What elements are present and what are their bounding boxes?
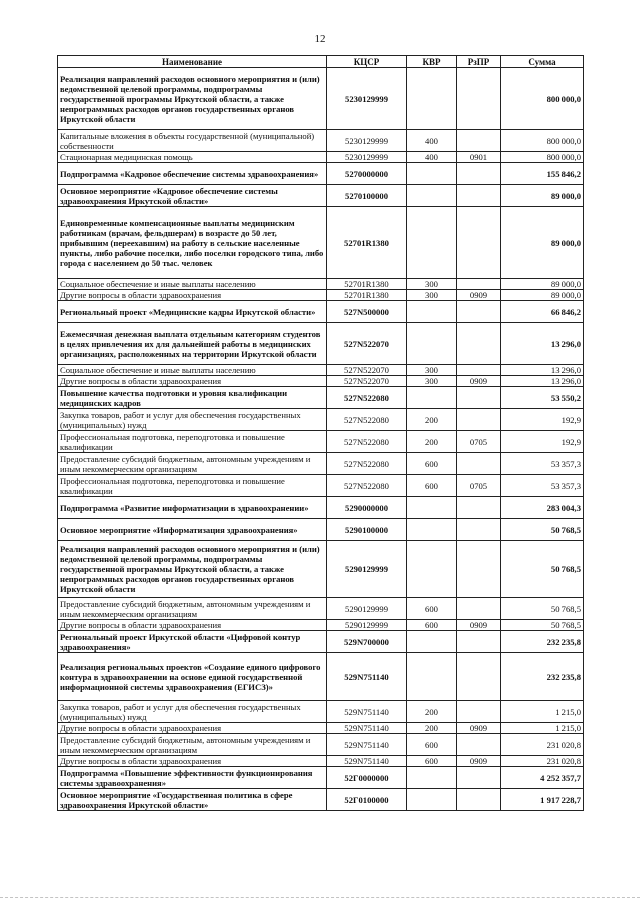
cell-rzpr: 0705: [457, 431, 501, 453]
cell-name: Стационарная медицинская помощь: [58, 152, 327, 163]
cell-sum: 50 768,5: [501, 598, 584, 620]
cell-kvr: [407, 185, 457, 207]
table-row: [58, 767, 584, 789]
cell-sum: 192,9: [501, 431, 584, 453]
cell-kcsr: 527N522070: [327, 376, 407, 387]
cell-name: Другие вопросы в области здравоохранения: [58, 290, 327, 301]
table-row: [58, 734, 584, 756]
cell-rzpr: [457, 323, 501, 365]
table-row: [58, 130, 584, 152]
cell-sum: 231 020,8: [501, 756, 584, 767]
cell-kcsr: 527N522080: [327, 409, 407, 431]
cell-kcsr: 527N522080: [327, 475, 407, 497]
table-row: [58, 376, 584, 387]
cell-kcsr: 5290129999: [327, 541, 407, 598]
cell-sum: 800 000,0: [501, 130, 584, 152]
table-row: [58, 152, 584, 163]
cell-kcsr: 529N751140: [327, 653, 407, 701]
table-row: [58, 409, 584, 431]
cell-sum: 53 357,3: [501, 475, 584, 497]
cell-name: Повышение качества подготовки и уровня квалификации медицинских кадров: [58, 387, 327, 409]
cell-sum: 4 252 357,7: [501, 767, 584, 789]
cell-kcsr: 529N751140: [327, 734, 407, 756]
table-body: [58, 68, 584, 811]
cell-name: Основное мероприятие «Информатизация здравоохранения»: [58, 519, 327, 541]
cell-rzpr: 0909: [457, 290, 501, 301]
cell-kvr: [407, 68, 457, 130]
cell-name: Другие вопросы в области здравоохранения: [58, 756, 327, 767]
cell-name: Единовременные компенсационные выплаты медицинским работникам (врачам, фельдшерам) в возрасте до 50 лет, прибывшим (переехавшим) на работу в сельские населенные пункты, либо рабочие поселки, либо поселки городского типа, либо города с населением до 50 тыс. человек: [58, 207, 327, 279]
cell-kvr: 600: [407, 598, 457, 620]
cell-rzpr: [457, 541, 501, 598]
cell-name: Подпрограмма «Кадровое обеспечение системы здравоохранения»: [58, 163, 327, 185]
cell-name: Предоставление субсидий бюджетным, автономным учреждениям и иным некоммерческим организациям: [58, 598, 327, 620]
cell-kcsr: 529N751140: [327, 756, 407, 767]
cell-sum: 13 296,0: [501, 365, 584, 376]
cell-kvr: 600: [407, 734, 457, 756]
cell-kvr: [407, 207, 457, 279]
cell-name: Закупка товаров, работ и услуг для обеспечения государственных (муниципальных) нужд: [58, 409, 327, 431]
cell-name: Подпрограмма «Повышение эффективности функционирования системы здравоохранения»: [58, 767, 327, 789]
cell-sum: 53 357,3: [501, 453, 584, 475]
table-row: [58, 68, 584, 130]
table-row: [58, 756, 584, 767]
cell-rzpr: [457, 279, 501, 290]
cell-name: Реализация направлений расходов основного мероприятия и (или) ведомственной целевой программы, подпрограммы государственной программы Иркутской области, а также непрограммных расходов органов государственных органов Иркутской области: [58, 68, 327, 130]
cell-sum: 89 000,0: [501, 279, 584, 290]
cell-kvr: 300: [407, 376, 457, 387]
cell-kcsr: 5290129999: [327, 598, 407, 620]
cell-name: Профессиональная подготовка, переподготовка и повышение квалификации: [58, 475, 327, 497]
cell-rzpr: [457, 631, 501, 653]
table-row: [58, 323, 584, 365]
cell-rzpr: [457, 365, 501, 376]
cell-rzpr: [457, 163, 501, 185]
cell-rzpr: [457, 701, 501, 723]
table-row: [58, 279, 584, 290]
cell-rzpr: [457, 598, 501, 620]
cell-sum: 1 215,0: [501, 723, 584, 734]
cell-kcsr: 527N522080: [327, 431, 407, 453]
cell-name: Капитальные вложения в объекты государственной (муниципальной) собственности: [58, 130, 327, 152]
cell-name: Предоставление субсидий бюджетным, автономным учреждениям и иным некоммерческим организациям: [58, 734, 327, 756]
table-row: [58, 598, 584, 620]
cell-rzpr: [457, 130, 501, 152]
cell-kvr: 600: [407, 620, 457, 631]
table-row: [58, 431, 584, 453]
cell-kcsr: 527N522080: [327, 453, 407, 475]
cell-name: Профессиональная подготовка, переподготовка и повышение квалификации: [58, 431, 327, 453]
cell-sum: 283 004,3: [501, 497, 584, 519]
table-row: [58, 453, 584, 475]
cell-kcsr: 52Г0100000: [327, 789, 407, 811]
cell-kvr: [407, 497, 457, 519]
table-row: [58, 475, 584, 497]
cell-kvr: 400: [407, 152, 457, 163]
cell-sum: 800 000,0: [501, 152, 584, 163]
cell-kvr: [407, 541, 457, 598]
cell-kcsr: 5270100000: [327, 185, 407, 207]
cell-kvr: [407, 387, 457, 409]
cell-kvr: 400: [407, 130, 457, 152]
cell-sum: 89 000,0: [501, 185, 584, 207]
cell-rzpr: [457, 789, 501, 811]
cell-kcsr: 52701R1380: [327, 279, 407, 290]
cell-kcsr: 529N751140: [327, 723, 407, 734]
cell-name: Подпрограмма «Развитие информатизации в здравоохранении»: [58, 497, 327, 519]
cell-rzpr: [457, 653, 501, 701]
cell-sum: 89 000,0: [501, 290, 584, 301]
table-row: [58, 541, 584, 598]
table-row: [58, 365, 584, 376]
cell-rzpr: [457, 68, 501, 130]
cell-rzpr: 0705: [457, 475, 501, 497]
cell-kvr: 300: [407, 290, 457, 301]
cell-kcsr: 5270000000: [327, 163, 407, 185]
cell-sum: 800 000,0: [501, 68, 584, 130]
cell-name: Региональный проект Иркутской области «Цифровой контур здравоохранения»: [58, 631, 327, 653]
table-row: [58, 301, 584, 323]
cell-kvr: [407, 323, 457, 365]
cell-name: Другие вопросы в области здравоохранения: [58, 620, 327, 631]
cell-name: Основное мероприятие «Кадровое обеспечение системы здравоохранения Иркутской области»: [58, 185, 327, 207]
header-rzpr: РзПР: [457, 56, 501, 68]
cell-kcsr: 527N522080: [327, 387, 407, 409]
cell-kvr: 200: [407, 701, 457, 723]
cell-kcsr: 529N751140: [327, 701, 407, 723]
cell-kvr: 300: [407, 279, 457, 290]
cell-sum: 232 235,8: [501, 653, 584, 701]
budget-table: [57, 55, 584, 811]
table-row: [58, 290, 584, 301]
table-row: [58, 163, 584, 185]
header-sum: Сумма: [501, 56, 584, 68]
cell-kcsr: 527N500000: [327, 301, 407, 323]
table-row: [58, 701, 584, 723]
cell-kcsr: 5230129999: [327, 68, 407, 130]
cell-kcsr: 52701R1380: [327, 290, 407, 301]
cell-sum: 53 550,2: [501, 387, 584, 409]
cell-kvr: [407, 767, 457, 789]
cell-kcsr: 5290100000: [327, 519, 407, 541]
cell-sum: 1 215,0: [501, 701, 584, 723]
cell-name: Предоставление субсидий бюджетным, автономным учреждениям и иным некоммерческим организациям: [58, 453, 327, 475]
cell-kcsr: 529N700000: [327, 631, 407, 653]
cell-kvr: [407, 519, 457, 541]
cell-kvr: [407, 631, 457, 653]
cell-kvr: 200: [407, 723, 457, 734]
cell-kvr: 600: [407, 475, 457, 497]
cell-kcsr: 5290000000: [327, 497, 407, 519]
header-kcsr: КЦСР: [327, 56, 407, 68]
table-row: [58, 387, 584, 409]
cell-name: Другие вопросы в области здравоохранения: [58, 723, 327, 734]
cell-kvr: [407, 301, 457, 323]
cell-rzpr: [457, 301, 501, 323]
table-row: [58, 620, 584, 631]
cell-kcsr: 5290129999: [327, 620, 407, 631]
cell-name: Основное мероприятие «Государственная политика в сфере здравоохранения Иркутской области»: [58, 789, 327, 811]
cell-name: Социальное обеспечение и иные выплаты населению: [58, 279, 327, 290]
cell-kcsr: 52701R1380: [327, 207, 407, 279]
cell-sum: 50 768,5: [501, 541, 584, 598]
cell-name: Реализация направлений расходов основного мероприятия и (или) ведомственной целевой программы, подпрограммы государственной программы Иркутской области, а также непрограммных расходов органов государственных органов Иркутской области: [58, 541, 327, 598]
cell-rzpr: [457, 387, 501, 409]
cell-name: Региональный проект «Медицинские кадры Иркутской области»: [58, 301, 327, 323]
cell-rzpr: 0909: [457, 756, 501, 767]
cell-rzpr: [457, 767, 501, 789]
cell-name: Реализация региональных проектов «Создание единого цифрового контура в здравоохранении на основе единой государственной информационной системы здравоохранения (ЕГИСЗ)»: [58, 653, 327, 701]
cell-sum: 1 917 228,7: [501, 789, 584, 811]
table-row: [58, 789, 584, 811]
cell-kcsr: 5230129999: [327, 130, 407, 152]
table-row: [58, 723, 584, 734]
cell-sum: 232 235,8: [501, 631, 584, 653]
cell-rzpr: 0909: [457, 376, 501, 387]
table-row: [58, 519, 584, 541]
cell-sum: 13 296,0: [501, 323, 584, 365]
cell-kvr: 200: [407, 409, 457, 431]
cell-sum: 50 768,5: [501, 519, 584, 541]
table-row: [58, 497, 584, 519]
table-row: [58, 207, 584, 279]
cell-kvr: 200: [407, 431, 457, 453]
cell-rzpr: [457, 207, 501, 279]
cell-rzpr: [457, 453, 501, 475]
cell-rzpr: [457, 734, 501, 756]
cell-name: Социальное обеспечение и иные выплаты населению: [58, 365, 327, 376]
table-row: [58, 185, 584, 207]
cell-name: Закупка товаров, работ и услуг для обеспечения государственных (муниципальных) нужд: [58, 701, 327, 723]
cell-kvr: [407, 653, 457, 701]
cell-sum: 13 296,0: [501, 376, 584, 387]
cell-sum: 192,9: [501, 409, 584, 431]
cell-kvr: 300: [407, 365, 457, 376]
cell-rzpr: 0909: [457, 723, 501, 734]
cell-name: Другие вопросы в области здравоохранения: [58, 376, 327, 387]
table-row: [58, 631, 584, 653]
header-name: Наименование: [58, 56, 327, 68]
cell-kvr: 600: [407, 453, 457, 475]
cell-kvr: [407, 789, 457, 811]
cell-kcsr: 527N522070: [327, 365, 407, 376]
cell-rzpr: 0901: [457, 152, 501, 163]
cell-kvr: [407, 163, 457, 185]
cell-sum: 50 768,5: [501, 620, 584, 631]
cell-kcsr: 527N522070: [327, 323, 407, 365]
table-row: [58, 653, 584, 701]
cell-rzpr: [457, 497, 501, 519]
cell-rzpr: [457, 409, 501, 431]
cell-kcsr: 5230129999: [327, 152, 407, 163]
cell-name: Ежемесячная денежная выплата отдельным категориям студентов в целях привлечения их для дальнейшей работы в медицинских организациях, расположенных на территории Иркутской области: [58, 323, 327, 365]
cell-kvr: 600: [407, 756, 457, 767]
cell-sum: 155 846,2: [501, 163, 584, 185]
table-header-row: [58, 56, 584, 68]
cell-sum: 231 020,8: [501, 734, 584, 756]
cell-rzpr: [457, 185, 501, 207]
header-kvr: КВР: [407, 56, 457, 68]
page-number: 12: [314, 33, 326, 45]
cell-sum: 66 846,2: [501, 301, 584, 323]
cell-kcsr: 52Г0000000: [327, 767, 407, 789]
cell-rzpr: 0909: [457, 620, 501, 631]
cell-sum: 89 000,0: [501, 207, 584, 279]
page-bottom-edge: [0, 897, 640, 900]
cell-rzpr: [457, 519, 501, 541]
